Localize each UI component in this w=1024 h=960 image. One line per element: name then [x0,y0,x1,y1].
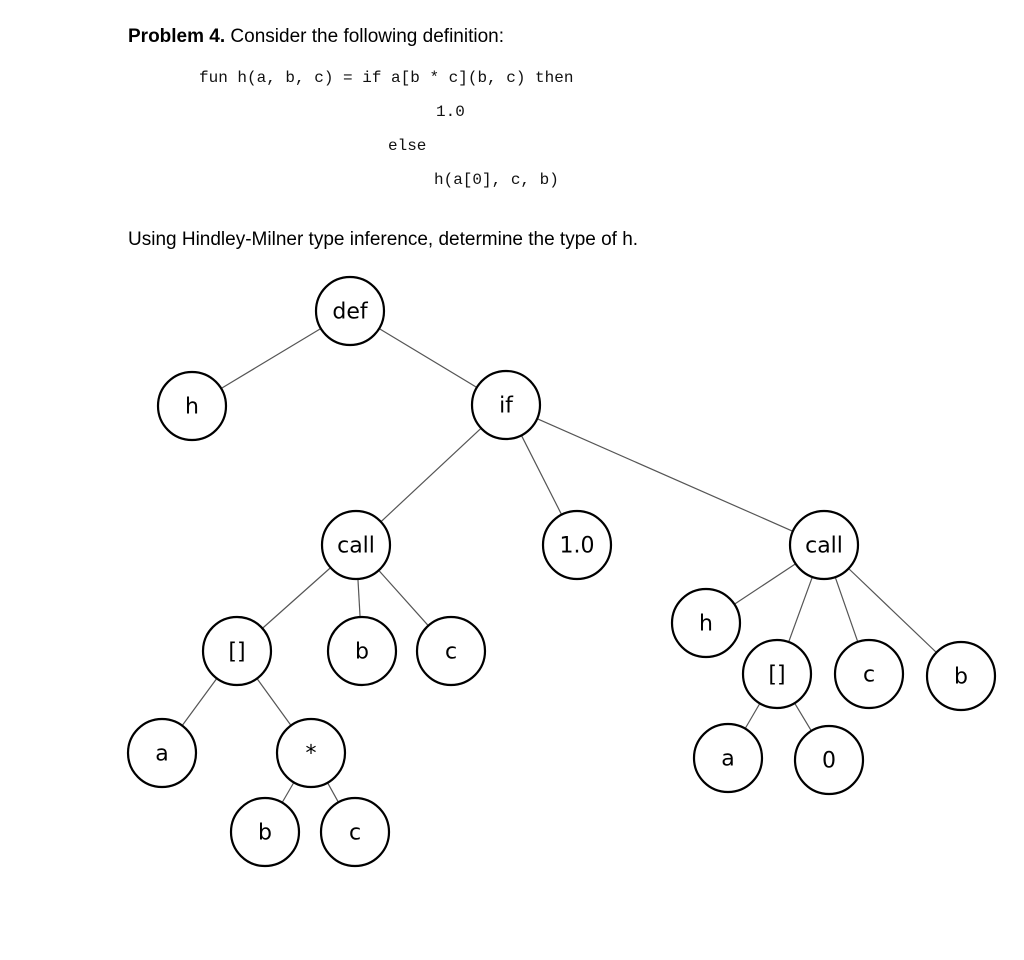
node-label: a [155,741,169,767]
node-label: 0 [822,748,836,774]
edge-mul-c2 [328,783,339,803]
problem-text: Consider the following definition: [225,26,504,47]
tree-node-zero [795,726,863,794]
edge-mul-b2 [282,782,294,802]
tree-node-def [316,277,384,345]
tree-node-a2 [694,724,762,792]
edge-call2-h2 [734,564,795,605]
tree-node-a1 [128,719,196,787]
code-line-2: 1.0 [436,103,465,121]
code-line-4: h(a[0], c, b) [434,171,559,189]
edge-if-call1 [381,428,481,522]
tree-node-b2 [231,798,299,866]
edge-call1-c1 [379,570,429,625]
node-label: c [348,820,362,846]
tree-node-call2 [790,511,858,579]
tree-node-c2 [321,798,389,866]
tree-node-if [472,371,540,439]
tree-node-call1 [322,511,390,579]
code-line-1: fun h(a, b, c) = if a[b * c](b, c) then [199,69,574,87]
tree-node-h2 [672,589,740,657]
node-label: c [444,639,458,665]
tree-node-one [543,511,611,579]
node-label: h [185,394,199,420]
node-label: [] [768,662,786,688]
node-label: b [355,639,369,665]
node-label: call [337,533,375,559]
node-label: call [805,533,843,559]
tree-node-mul [277,719,345,787]
node-label: c [862,662,876,688]
tree-node-b1 [328,617,396,685]
edge-def-if [379,329,477,388]
node-label: a [721,746,735,772]
code-line-3: else [388,137,427,155]
tree-node-idx1 [203,617,271,685]
edge-idx1-a1 [182,678,217,725]
edge-idx2-zero [795,703,812,731]
instruction-text: Using Hindley-Milner type inference, determine the type of h. [128,229,639,250]
node-label: b [258,820,272,846]
edge-call1-idx1 [262,568,330,629]
tree-node-b3 [927,642,995,710]
edge-call1-b1 [358,579,360,617]
node-label: def [332,299,368,325]
tree-nodes [128,277,995,866]
node-label: if [499,393,513,419]
edge-idx1-mul [257,679,291,726]
edge-if-one [521,435,561,514]
node-label: h [699,611,713,637]
tree-node-h1 [158,372,226,440]
node-label: 1.0 [559,533,595,559]
edge-def-h1 [221,329,321,389]
edge-idx2-a2 [745,703,760,728]
node-label: [] [228,639,246,665]
edge-call2-c3 [835,577,858,642]
node-label: * [305,741,317,767]
problem-label: Problem 4. [128,26,226,47]
node-label: b [954,664,968,690]
tree-node-idx2 [743,640,811,708]
tree-node-c3 [835,640,903,708]
tree-node-c1 [417,617,485,685]
edge-call2-idx2 [789,577,813,642]
